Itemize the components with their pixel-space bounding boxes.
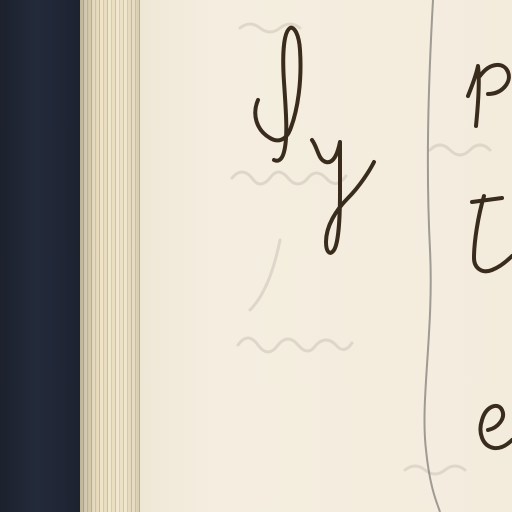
pencil-margin-line <box>424 0 440 512</box>
fragment-p <box>468 65 509 126</box>
fragment-e <box>481 406 512 448</box>
fragment-t <box>472 196 512 271</box>
right-column-fragments <box>468 65 512 448</box>
bleed-through-text <box>232 24 490 474</box>
handwritten-word-ly <box>255 28 374 253</box>
